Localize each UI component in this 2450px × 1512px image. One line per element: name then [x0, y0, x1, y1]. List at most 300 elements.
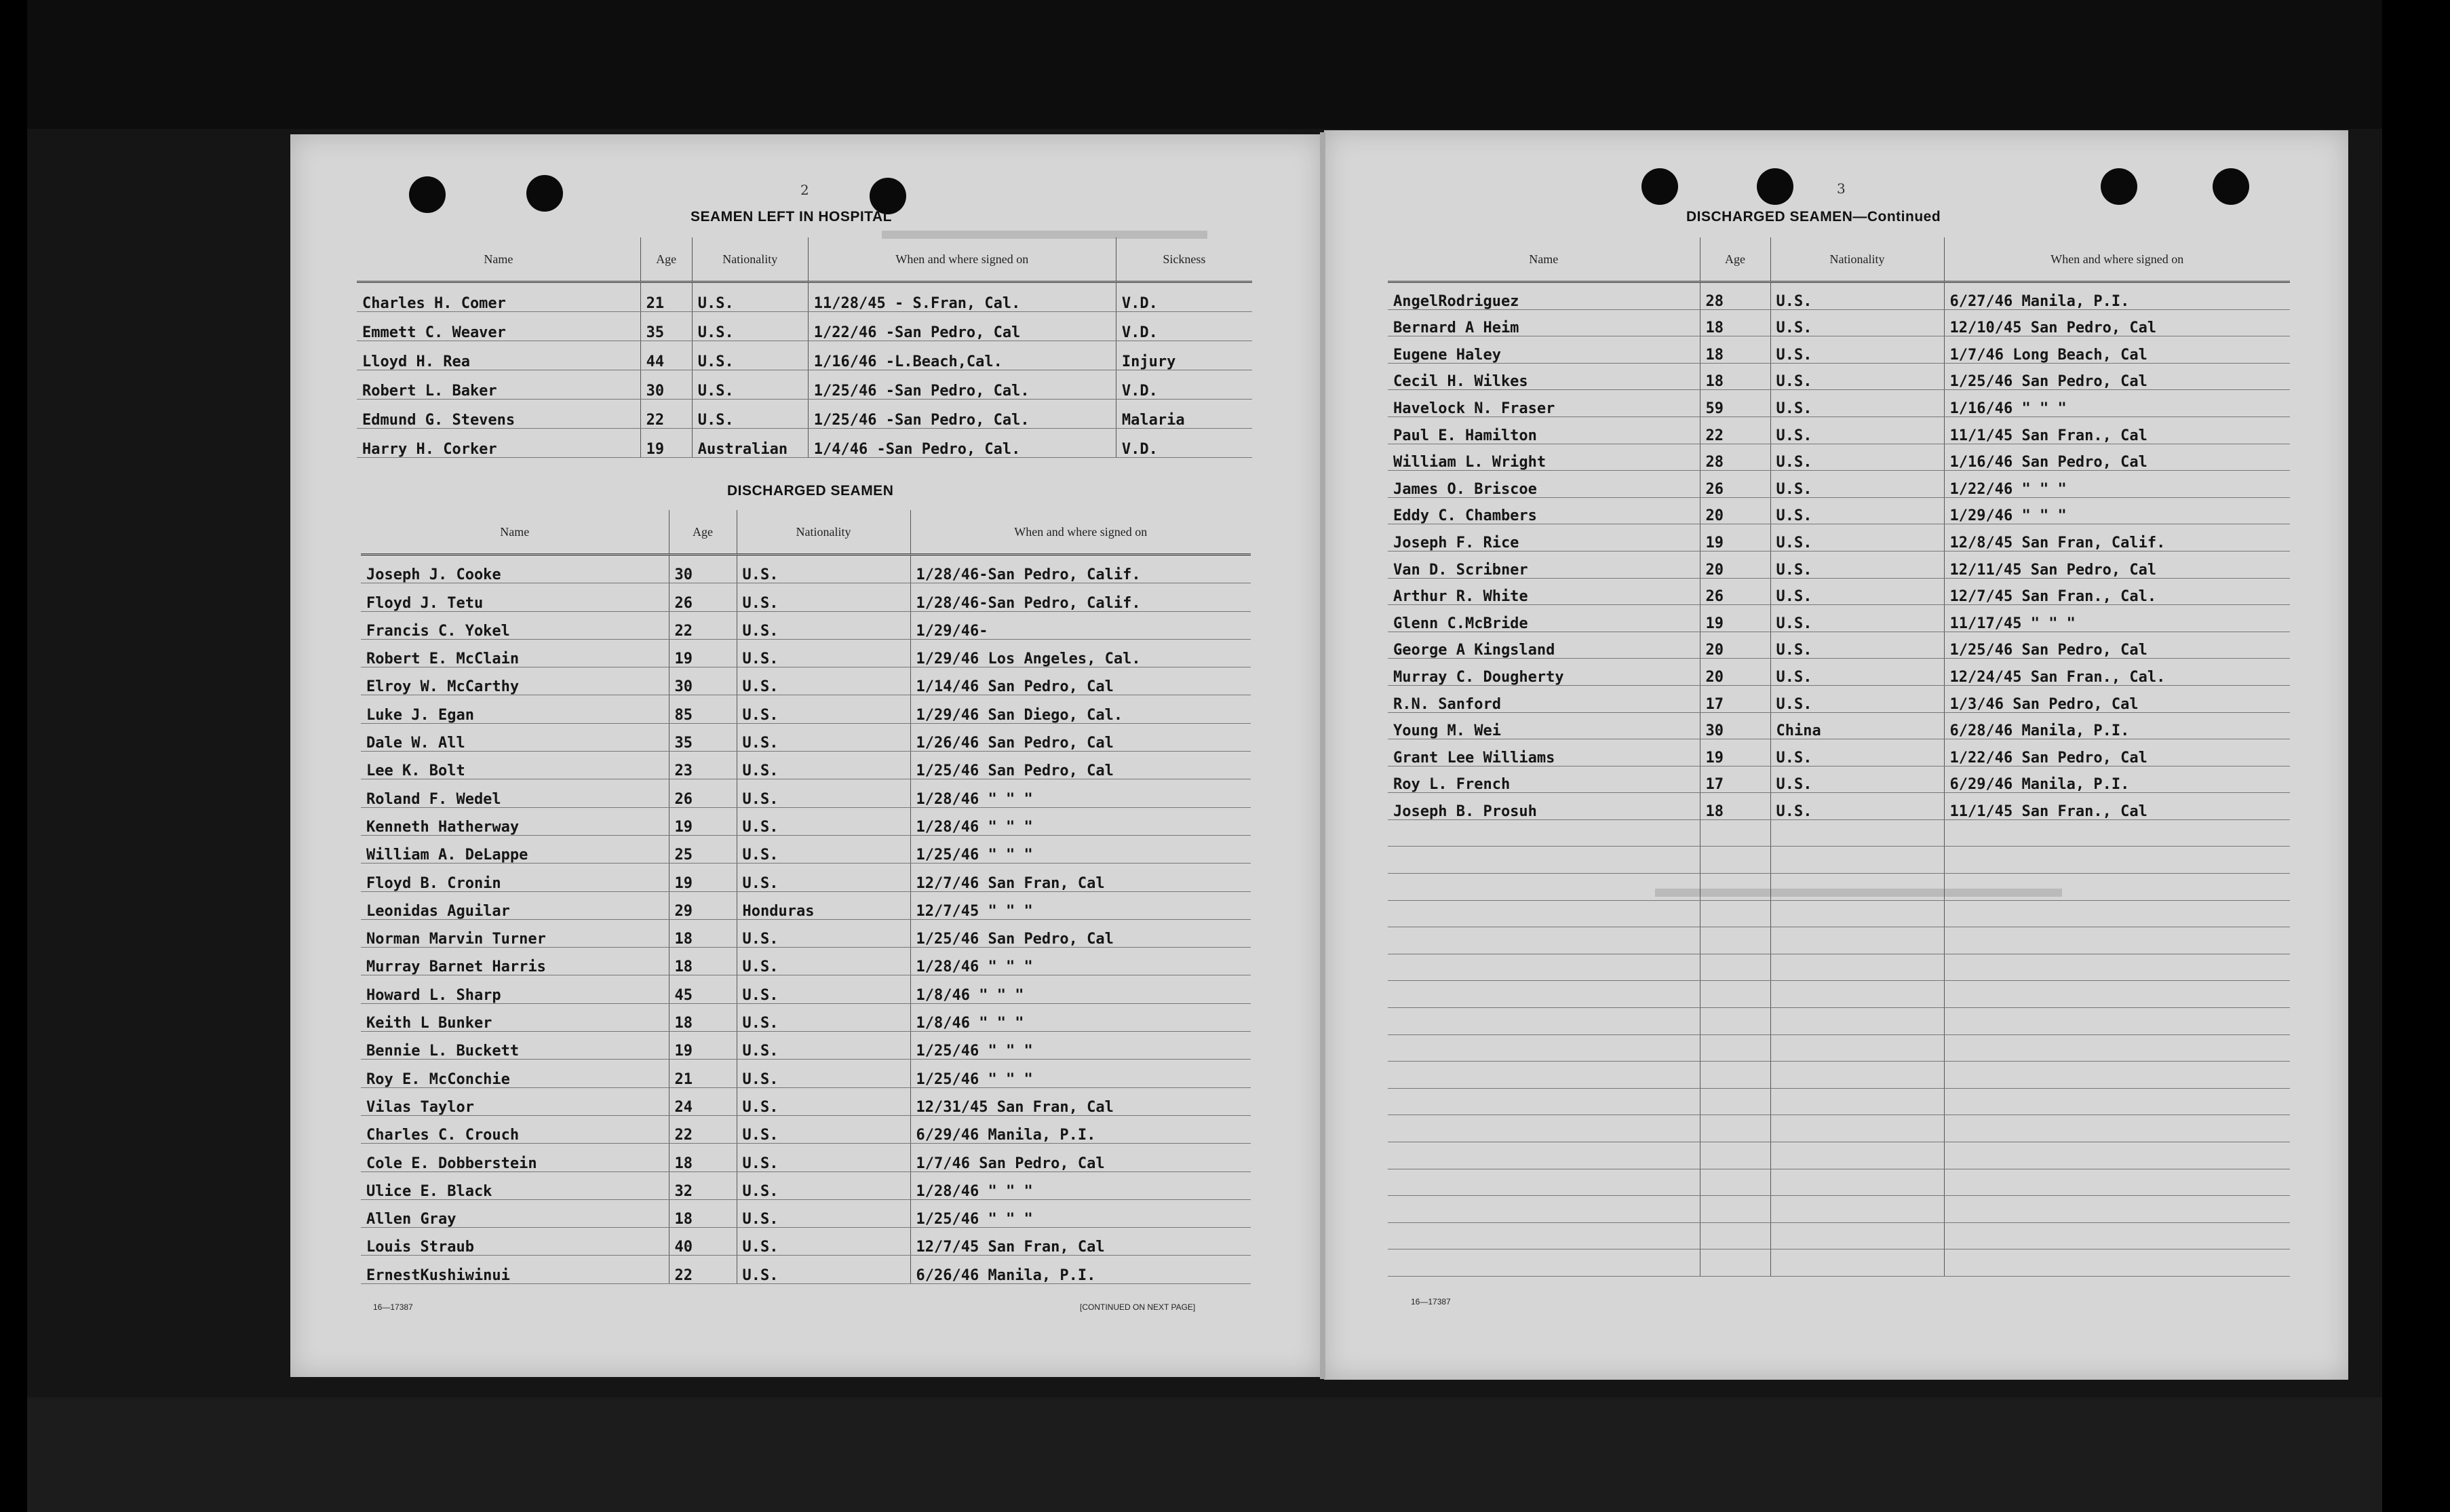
signed-on: 1/3/46 San Pedro, Cal	[1944, 685, 2290, 712]
empty-row	[1388, 1222, 2290, 1249]
seaman-age: 18	[1700, 793, 1770, 820]
seaman-age: 30	[669, 667, 737, 695]
seaman-age: 22	[669, 611, 737, 639]
table-row	[1388, 309, 2290, 336]
seaman-name: Robert L. Baker	[357, 370, 640, 400]
seaman-nationality: U.S.	[737, 752, 910, 779]
empty-row	[1388, 847, 2290, 874]
discharged-section-title: DISCHARGED SEAMEN	[727, 483, 894, 499]
table-row	[1388, 793, 2290, 820]
seaman-name: Louis Straub	[361, 1228, 669, 1256]
signed-on: 6/29/46 Manila, P.I.	[910, 1115, 1251, 1143]
seaman-nationality: U.S.	[1770, 444, 1944, 471]
seaman-age: 20	[1700, 659, 1770, 686]
empty-row	[1388, 1249, 2290, 1277]
empty-cell	[1700, 1115, 1770, 1142]
signed-on: 1/28/46 " " "	[910, 779, 1251, 807]
seaman-age: 40	[669, 1228, 737, 1256]
table-row	[1388, 685, 2290, 712]
seaman-name: Allen Gray	[361, 1199, 669, 1227]
empty-row	[1388, 1034, 2290, 1062]
signed-on: 1/28/46-San Pedro, Calif.	[910, 555, 1251, 583]
seaman-name: Norman Marvin Turner	[361, 919, 669, 947]
signed-on: 1/22/46 " " "	[1944, 471, 2290, 498]
signed-on: 1/16/46 " " "	[1944, 390, 2290, 417]
seaman-name: William A. DeLappe	[361, 835, 669, 863]
form-number: 16—17387	[1411, 1297, 1451, 1306]
empty-cell	[1770, 1008, 1944, 1035]
seaman-name: Eugene Haley	[1388, 336, 1700, 364]
seaman-nationality: U.S.	[737, 1087, 910, 1115]
empty-row	[1388, 874, 2290, 901]
seaman-nationality: U.S.	[737, 695, 910, 723]
discharged-continued-title: DISCHARGED SEAMEN—Continued	[1686, 209, 1941, 225]
empty-cell	[1388, 1142, 1700, 1169]
punch-hole	[526, 175, 563, 212]
seaman-name: Howard L. Sharp	[361, 975, 669, 1003]
empty-cell	[1944, 1196, 2290, 1223]
signed-on: 6/29/46 Manila, P.I.	[1944, 766, 2290, 793]
empty-cell	[1388, 1008, 1700, 1035]
column-header: Age	[669, 510, 737, 555]
seaman-name: Bennie L. Buckett	[361, 1032, 669, 1060]
signed-on: 1/29/46 San Diego, Cal.	[910, 695, 1251, 723]
empty-cell	[1388, 1034, 1700, 1062]
signed-on: 1/25/46 -San Pedro, Cal.	[808, 370, 1116, 400]
bleed-through-marks: ▬▬▬▬▬▬▬▬▬▬▬▬	[882, 225, 1207, 255]
signed-on: 1/25/46 " " "	[910, 1032, 1251, 1060]
seaman-nationality: U.S.	[737, 1060, 910, 1087]
empty-row	[1388, 1196, 2290, 1223]
table-row	[1388, 578, 2290, 605]
empty-cell	[1944, 1222, 2290, 1249]
table-row	[357, 282, 1252, 312]
empty-cell	[1770, 819, 1944, 847]
seaman-age: 29	[669, 891, 737, 919]
seaman-age: 18	[669, 1144, 737, 1171]
empty-cell	[1388, 874, 1700, 901]
signed-on: 12/24/45 San Fran., Cal.	[1944, 659, 2290, 686]
seaman-nationality: U.S.	[737, 1003, 910, 1031]
punch-hole	[1641, 168, 1678, 205]
empty-cell	[1700, 1062, 1770, 1089]
seaman-nationality: U.S.	[737, 807, 910, 835]
seaman-age: 17	[1700, 766, 1770, 793]
empty-cell	[1770, 1249, 1944, 1277]
seaman-age: 30	[1700, 712, 1770, 739]
signed-on: 12/7/45 San Fran., Cal.	[1944, 578, 2290, 605]
column-header: Age	[1700, 237, 1770, 282]
seaman-age: 59	[1700, 390, 1770, 417]
seaman-name: Floyd B. Cronin	[361, 864, 669, 891]
signed-on: 1/28/46 " " "	[910, 807, 1251, 835]
seaman-nationality: U.S.	[737, 1199, 910, 1227]
table-row	[361, 1171, 1251, 1199]
empty-cell	[1700, 1034, 1770, 1062]
seaman-name: Lloyd H. Rea	[357, 341, 640, 370]
table-row	[1388, 551, 2290, 578]
column-header: Name	[357, 237, 640, 282]
seaman-name: Charles H. Comer	[357, 282, 640, 312]
empty-row	[1388, 819, 2290, 847]
seaman-name: Eddy C. Chambers	[1388, 497, 1700, 524]
table-row	[361, 1087, 1251, 1115]
seaman-age: 25	[669, 835, 737, 863]
seaman-nationality: U.S.	[737, 667, 910, 695]
empty-cell	[1944, 819, 2290, 847]
empty-cell	[1944, 1115, 2290, 1142]
seaman-age: 19	[669, 1032, 737, 1060]
seaman-nationality: U.S.	[1770, 336, 1944, 364]
seaman-name: Kenneth Hatherway	[361, 807, 669, 835]
table-row	[1388, 739, 2290, 767]
seaman-nationality: U.S.	[1770, 632, 1944, 659]
seaman-name: Joseph J. Cooke	[361, 555, 669, 583]
seaman-nationality: U.S.	[737, 1115, 910, 1143]
empty-cell	[1944, 847, 2290, 874]
table-row	[1388, 416, 2290, 444]
table-row	[1388, 632, 2290, 659]
seaman-name: Van D. Scribner	[1388, 551, 1700, 578]
empty-cell	[1388, 1062, 1700, 1089]
empty-cell	[1770, 954, 1944, 981]
seaman-age: 19	[640, 429, 692, 458]
empty-cell	[1388, 1196, 1700, 1223]
seaman-age: 19	[1700, 524, 1770, 551]
empty-cell	[1944, 1169, 2290, 1196]
table-row	[361, 1199, 1251, 1227]
punch-hole	[2101, 168, 2137, 205]
table-row	[361, 1228, 1251, 1256]
table-row	[361, 835, 1251, 863]
empty-cell	[1770, 900, 1944, 927]
seaman-name: Roy E. McConchie	[361, 1060, 669, 1087]
seaman-nationality: U.S.	[737, 948, 910, 975]
bleed-through-marks: ▬▬▬▬▬▬▬▬▬▬▬▬▬▬▬	[1655, 883, 2062, 913]
seaman-age: 18	[1700, 309, 1770, 336]
empty-cell	[1388, 1088, 1700, 1115]
empty-cell	[1944, 981, 2290, 1008]
signed-on: 1/16/46 San Pedro, Cal	[1944, 444, 2290, 471]
signed-on: 1/28/46 " " "	[910, 1171, 1251, 1199]
seaman-name: Elroy W. McCarthy	[361, 667, 669, 695]
seaman-name: Emmett C. Weaver	[357, 312, 640, 341]
column-header: Name	[1388, 237, 1700, 282]
empty-cell	[1944, 1249, 2290, 1277]
punch-hole	[2213, 168, 2249, 205]
table-row	[361, 583, 1251, 611]
signed-on: 1/7/46 Long Beach, Cal	[1944, 336, 2290, 364]
empty-cell	[1770, 1115, 1944, 1142]
seaman-age: 22	[1700, 416, 1770, 444]
empty-cell	[1700, 1169, 1770, 1196]
empty-cell	[1700, 847, 1770, 874]
empty-row	[1388, 954, 2290, 981]
seaman-age: 28	[1700, 444, 1770, 471]
sickness: V.D.	[1116, 429, 1252, 458]
signed-on: 11/1/45 San Fran., Cal	[1944, 416, 2290, 444]
seaman-age: 17	[1700, 685, 1770, 712]
seaman-age: 18	[1700, 336, 1770, 364]
seaman-nationality: U.S.	[1770, 416, 1944, 444]
column-header: Age	[640, 237, 692, 282]
column-header: When and where signed on	[808, 237, 1116, 282]
seaman-nationality: U.S.	[737, 583, 910, 611]
table-row	[361, 1144, 1251, 1171]
empty-cell	[1388, 1249, 1700, 1277]
empty-cell	[1770, 1062, 1944, 1089]
column-header: Nationality	[692, 237, 808, 282]
seaman-age: 35	[669, 723, 737, 751]
table-row	[361, 1060, 1251, 1087]
signed-on: 1/29/46 Los Angeles, Cal.	[910, 639, 1251, 667]
table-row	[357, 429, 1252, 458]
seaman-nationality: U.S.	[1770, 363, 1944, 390]
seaman-nationality: U.S.	[1770, 471, 1944, 498]
table-row	[1388, 605, 2290, 632]
seaman-age: 26	[669, 779, 737, 807]
seaman-nationality: U.S.	[1770, 605, 1944, 632]
signed-on: 1/28/46-San Pedro, Calif.	[910, 583, 1251, 611]
seaman-nationality: U.S.	[737, 779, 910, 807]
empty-cell	[1700, 1196, 1770, 1223]
table-row	[361, 919, 1251, 947]
seaman-nationality: U.S.	[737, 864, 910, 891]
seaman-nationality: Honduras	[737, 891, 910, 919]
empty-cell	[1700, 927, 1770, 954]
seaman-nationality: U.S.	[737, 1256, 910, 1283]
signed-on: 12/7/46 San Fran, Cal	[910, 864, 1251, 891]
signed-on: 11/1/45 San Fran., Cal	[1944, 793, 2290, 820]
seaman-age: 18	[669, 948, 737, 975]
empty-cell	[1770, 1088, 1944, 1115]
empty-row	[1388, 981, 2290, 1008]
empty-cell	[1700, 954, 1770, 981]
empty-cell	[1944, 1008, 2290, 1035]
seaman-nationality: U.S.	[737, 639, 910, 667]
table-row	[361, 864, 1251, 891]
empty-cell	[1944, 1062, 2290, 1089]
empty-cell	[1388, 847, 1700, 874]
signed-on: 6/27/46 Manila, P.I.	[1944, 282, 2290, 310]
seaman-name: Havelock N. Fraser	[1388, 390, 1700, 417]
table-row	[361, 948, 1251, 975]
empty-cell	[1944, 900, 2290, 927]
seaman-nationality: U.S.	[737, 835, 910, 863]
signed-on: 1/25/46 San Pedro, Cal	[1944, 363, 2290, 390]
table-row	[361, 1032, 1251, 1060]
column-header: Nationality	[737, 510, 910, 555]
seaman-age: 21	[669, 1060, 737, 1087]
empty-row	[1388, 1142, 2290, 1169]
seaman-nationality: U.S.	[1770, 739, 1944, 767]
empty-cell	[1944, 874, 2290, 901]
signed-on: 1/26/46 San Pedro, Cal	[910, 723, 1251, 751]
seaman-age: 35	[640, 312, 692, 341]
seaman-name: Paul E. Hamilton	[1388, 416, 1700, 444]
seaman-age: 21	[640, 282, 692, 312]
signed-on: 1/4/46 -San Pedro, Cal.	[808, 429, 1116, 458]
signed-on: 1/22/46 San Pedro, Cal	[1944, 739, 2290, 767]
table-row	[1388, 282, 2290, 310]
seaman-nationality: U.S.	[737, 1144, 910, 1171]
table-row	[1388, 497, 2290, 524]
signed-on: 12/7/45 San Fran, Cal	[910, 1228, 1251, 1256]
sickness: Injury	[1116, 341, 1252, 370]
seaman-nationality: U.S.	[737, 555, 910, 583]
seaman-nationality: U.S.	[737, 723, 910, 751]
seaman-age: 28	[1700, 282, 1770, 310]
hospital-table	[357, 237, 1252, 458]
seaman-age: 18	[1700, 363, 1770, 390]
seaman-name: Lee K. Bolt	[361, 752, 669, 779]
empty-cell	[1700, 819, 1770, 847]
page-fold	[1320, 132, 1325, 1379]
table-row	[357, 341, 1252, 370]
seaman-nationality: U.S.	[1770, 685, 1944, 712]
table-row	[361, 779, 1251, 807]
seaman-name: George A Kingsland	[1388, 632, 1700, 659]
discharged-table-right	[1388, 237, 2290, 1277]
seaman-name: Young M. Wei	[1388, 712, 1700, 739]
signed-on: 1/29/46-	[910, 611, 1251, 639]
seaman-nationality: Australian	[692, 429, 808, 458]
page-number: 3	[1837, 180, 1846, 197]
empty-cell	[1770, 1142, 1944, 1169]
seaman-nationality: U.S.	[1770, 524, 1944, 551]
seaman-name: Charles C. Crouch	[361, 1115, 669, 1143]
table-row	[361, 891, 1251, 919]
scan-background-top	[0, 0, 2450, 129]
seaman-age: 20	[1700, 632, 1770, 659]
column-header: Sickness	[1116, 237, 1252, 282]
seaman-name: James O. Briscoe	[1388, 471, 1700, 498]
discharged-table-left	[361, 510, 1251, 1284]
table-row	[361, 807, 1251, 835]
table-row	[357, 370, 1252, 400]
sickness: V.D.	[1116, 312, 1252, 341]
signed-on: 1/8/46 " " "	[910, 1003, 1251, 1031]
seaman-nationality: U.S.	[1770, 659, 1944, 686]
seaman-name: Joseph F. Rice	[1388, 524, 1700, 551]
seaman-name: William L. Wright	[1388, 444, 1700, 471]
seaman-age: 18	[669, 1199, 737, 1227]
seaman-age: 85	[669, 695, 737, 723]
empty-row	[1388, 1008, 2290, 1035]
signed-on: 11/28/45 - S.Fran, Cal.	[808, 282, 1116, 312]
empty-cell	[1944, 1034, 2290, 1062]
empty-cell	[1388, 819, 1700, 847]
empty-row	[1388, 1062, 2290, 1089]
seaman-age: 22	[669, 1115, 737, 1143]
seaman-age: 20	[1700, 551, 1770, 578]
column-header: When and where signed on	[1944, 237, 2290, 282]
seaman-age: 26	[1700, 578, 1770, 605]
table-row	[361, 723, 1251, 751]
table-row	[1388, 363, 2290, 390]
seaman-name: Murray Barnet Harris	[361, 948, 669, 975]
seaman-nationality: China	[1770, 712, 1944, 739]
seaman-name: Murray C. Dougherty	[1388, 659, 1700, 686]
empty-cell	[1944, 954, 2290, 981]
page-number: 2	[800, 182, 809, 198]
signed-on: 1/14/46 San Pedro, Cal	[910, 667, 1251, 695]
seaman-age: 22	[640, 400, 692, 429]
seaman-name: Luke J. Egan	[361, 695, 669, 723]
seaman-name: Ulice E. Black	[361, 1171, 669, 1199]
seaman-nationality: U.S.	[1770, 282, 1944, 310]
seaman-name: Roland F. Wedel	[361, 779, 669, 807]
sickness: V.D.	[1116, 282, 1252, 312]
signed-on: 12/11/45 San Pedro, Cal	[1944, 551, 2290, 578]
empty-cell	[1770, 847, 1944, 874]
seaman-name: Cole E. Dobberstein	[361, 1144, 669, 1171]
empty-cell	[1944, 1088, 2290, 1115]
table-row	[361, 611, 1251, 639]
table-row	[357, 400, 1252, 429]
seaman-nationality: U.S.	[1770, 390, 1944, 417]
seaman-nationality: U.S.	[737, 975, 910, 1003]
signed-on: 1/16/46 -L.Beach,Cal.	[808, 341, 1116, 370]
seaman-name: Robert E. McClain	[361, 639, 669, 667]
continued-note: [CONTINUED ON NEXT PAGE]	[1080, 1302, 1196, 1312]
seaman-nationality: U.S.	[737, 919, 910, 947]
table-row	[361, 639, 1251, 667]
seaman-name: Keith L Bunker	[361, 1003, 669, 1031]
signed-on: 1/28/46 " " "	[910, 948, 1251, 975]
seaman-name: R.N. Sanford	[1388, 685, 1700, 712]
empty-row	[1388, 1169, 2290, 1196]
seaman-nationality: U.S.	[737, 1228, 910, 1256]
empty-row	[1388, 900, 2290, 927]
table-row	[361, 1115, 1251, 1143]
empty-cell	[1700, 900, 1770, 927]
seaman-name: Francis C. Yokel	[361, 611, 669, 639]
seaman-age: 23	[669, 752, 737, 779]
table-row	[1388, 524, 2290, 551]
seaman-nationality: U.S.	[1770, 578, 1944, 605]
empty-cell	[1700, 1249, 1770, 1277]
seaman-name: Grant Lee Williams	[1388, 739, 1700, 767]
seaman-age: 32	[669, 1171, 737, 1199]
signed-on: 6/26/46 Manila, P.I.	[910, 1256, 1251, 1283]
signed-on: 1/25/46 San Pedro, Cal	[1944, 632, 2290, 659]
empty-cell	[1770, 1034, 1944, 1062]
seaman-name: Dale W. All	[361, 723, 669, 751]
seaman-nationality: U.S.	[737, 611, 910, 639]
table-row	[1388, 336, 2290, 364]
signed-on: 6/28/46 Manila, P.I.	[1944, 712, 2290, 739]
seaman-name: Glenn C.McBride	[1388, 605, 1700, 632]
table-row	[1388, 659, 2290, 686]
table-row	[361, 975, 1251, 1003]
seaman-nationality: U.S.	[1770, 551, 1944, 578]
table-row	[1388, 390, 2290, 417]
empty-cell	[1700, 874, 1770, 901]
column-header: Name	[361, 510, 669, 555]
seaman-name: Arthur R. White	[1388, 578, 1700, 605]
table-row	[361, 695, 1251, 723]
scan-border-left	[0, 0, 27, 1512]
signed-on: 1/25/46 -San Pedro, Cal.	[808, 400, 1116, 429]
signed-on: 1/22/46 -San Pedro, Cal	[808, 312, 1116, 341]
empty-cell	[1388, 1115, 1700, 1142]
seaman-nationality: U.S.	[692, 282, 808, 312]
seaman-name: Joseph B. Prosuh	[1388, 793, 1700, 820]
table-row	[361, 1003, 1251, 1031]
empty-cell	[1944, 1142, 2290, 1169]
sickness: Malaria	[1116, 400, 1252, 429]
